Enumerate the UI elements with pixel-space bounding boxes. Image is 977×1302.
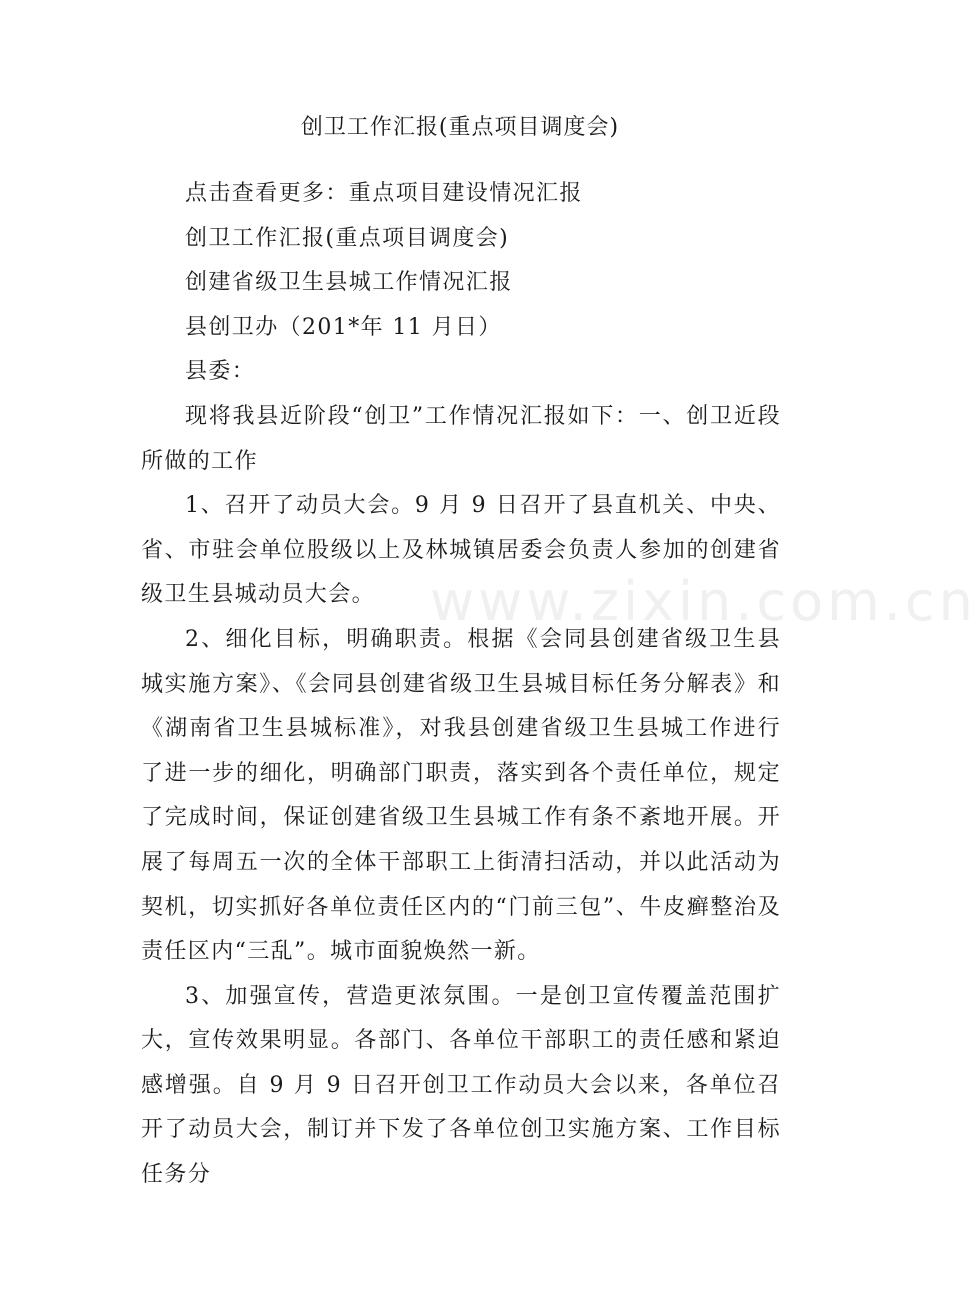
- paragraph-report-title: 创建省级卫生县城工作情况汇报: [185, 270, 513, 296]
- paragraph-item-3: 3、加强宣传，营造更浓氛围。一是创卫宣传覆盖范围扩大，宣传效果明显。各部门、各单位干部职工的责任感和紧迫感增强。自 9 月 9 日召开创卫工作动员大会以来，各单位召开了动员大会，制订并下发了各单位创卫实施方案、工作目标任务分: [141, 983, 781, 1188]
- watermark: www.zixin.com.cn: [430, 570, 977, 633]
- paragraph-subtitle: 创卫工作汇报(重点项目调度会): [185, 225, 510, 251]
- paragraph-item-1: 1、召开了动员大会。9 月 9 日召开了县直机关、中央、省、市驻会单位股级以上及林城镇居委会负责人参加的创建省级卫生县城动员大会。: [141, 493, 781, 608]
- document-body: [141, 172, 781, 1198]
- paragraph-addressee: 县委：: [185, 359, 256, 385]
- paragraph-item-2: 2、细化目标，明确职责。根据《会同县创建省级卫生县城实施方案》、《会同县创建省级卫生县城目标任务分解表》和《湖南省卫生县城标准》，对我县创建省级卫生县城工作进行了进一步的细化，明确部门职责，落实到各个责任单位，规定了完成时间，保证创建省级卫生县城工作有条不紊地开展。开展了每周五一次的全体干部职工上街清扫活动，并以此活动为契机，切实抓好各单位责任区内的“门前三包”、牛皮癣整治及责任区内“三乱”。城市面貌焕然一新。: [141, 626, 781, 965]
- paragraph-issuer: 县创卫办（201*年 11 月日）: [185, 314, 502, 340]
- paragraph-intro: 现将我县近阶段“创卫”工作情况汇报如下：一、创卫近段所做的工作: [141, 403, 781, 474]
- paragraph-more-link[interactable]: 点击查看更多：重点项目建设情况汇报: [185, 181, 583, 206]
- document-title: 创卫工作汇报(重点项目调度会): [300, 115, 620, 140]
